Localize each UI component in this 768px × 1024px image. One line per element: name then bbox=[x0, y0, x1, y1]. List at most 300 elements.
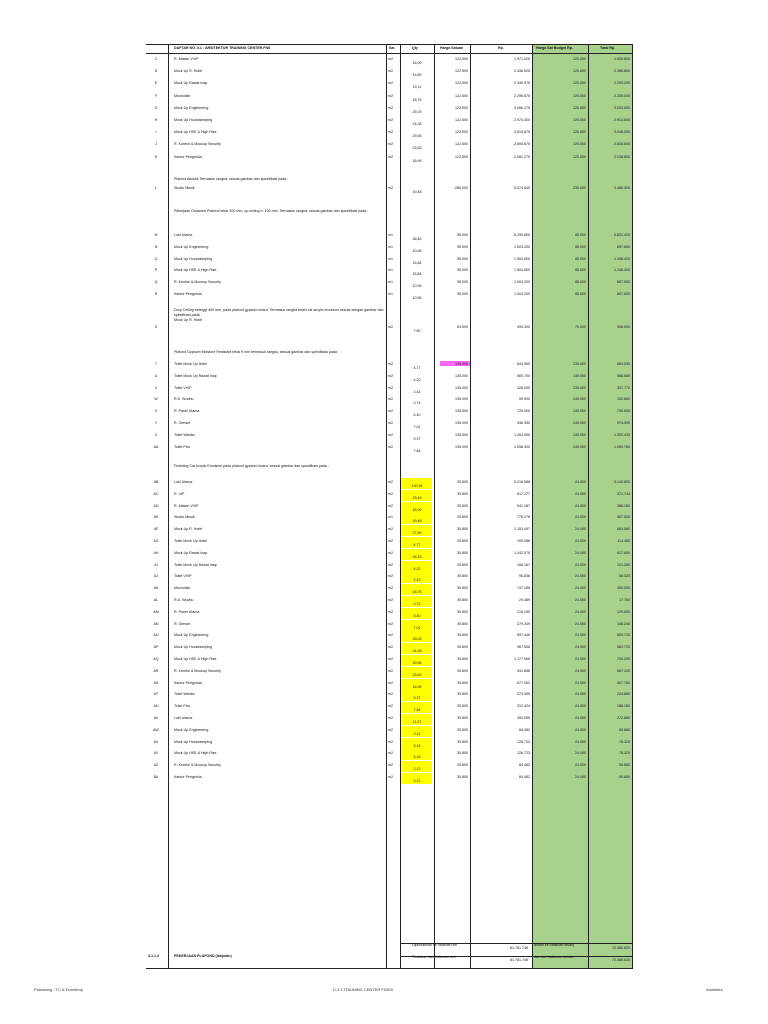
row-total: 974.390 bbox=[617, 421, 630, 425]
table-header bbox=[146, 44, 632, 54]
row-total: 102.860 bbox=[617, 397, 630, 402]
row-amount: 3.066.175 bbox=[514, 105, 530, 110]
row-total: 224.880 bbox=[617, 692, 630, 697]
row-description: Lobi Utama bbox=[174, 480, 193, 484]
row-quantity: 3,18 bbox=[413, 755, 421, 760]
row-budget-unit-price: 24.000 bbox=[575, 633, 586, 638]
row-budget-unit-price: 139.000 bbox=[573, 362, 586, 366]
row-budget-unit-price: 24.000 bbox=[575, 503, 586, 508]
row-budget-unit-price: 24.000 bbox=[575, 621, 586, 626]
row-total: 1.302.430 bbox=[614, 432, 630, 437]
row-budget-unit-price: 230.000 bbox=[573, 186, 586, 190]
row-unit: m1 bbox=[388, 515, 393, 520]
row-unit-price: 95.000 bbox=[457, 244, 468, 249]
row-code: Y bbox=[154, 421, 158, 425]
row-budget-unit-price: 24.000 bbox=[575, 763, 586, 768]
row-description: R. Panel Utama bbox=[174, 409, 200, 414]
table-row bbox=[146, 233, 632, 239]
row-budget-unit-price: 24.000 bbox=[575, 562, 586, 567]
table-row bbox=[146, 633, 632, 642]
table-row bbox=[146, 292, 632, 298]
table-row bbox=[146, 106, 632, 112]
row-description: Mock Up HSE & High Rise bbox=[174, 657, 217, 661]
row-unit: m2 bbox=[388, 421, 393, 425]
row-unit-price: 39.800 bbox=[457, 716, 468, 720]
row-budget-unit-price: 120.000 bbox=[573, 69, 586, 74]
row-amount: 997.446 bbox=[517, 633, 530, 638]
row-code: X bbox=[154, 409, 158, 414]
row-total: 600.720 bbox=[617, 633, 630, 638]
row-total: 897.600 bbox=[617, 244, 630, 249]
row-code: BA bbox=[153, 775, 159, 779]
row-quantity: 4,20 bbox=[413, 377, 421, 382]
row-unit-price: 95.000 bbox=[457, 256, 468, 261]
row-total: 546.000 bbox=[617, 325, 630, 329]
row-code: AL bbox=[153, 598, 159, 602]
row-code: V bbox=[154, 385, 158, 390]
row-code: H bbox=[154, 118, 158, 122]
row-total: 627.600 bbox=[617, 550, 630, 555]
row-amount: 84.482 bbox=[519, 775, 530, 779]
row-quantity: 24,28 bbox=[412, 649, 422, 654]
row-amount: 126.723 bbox=[517, 739, 530, 744]
row-unit-price: 135.000 bbox=[455, 432, 468, 437]
row-amount: 84.482 bbox=[519, 727, 530, 732]
row-unit: m2 bbox=[388, 633, 393, 638]
row-unit: m2 bbox=[388, 775, 393, 779]
row-unit-price: 95.000 bbox=[457, 233, 468, 237]
row-total: 17.760 bbox=[619, 598, 630, 602]
row-description: Mock Up Engineering bbox=[174, 244, 209, 249]
section-note-akustik: Plafond Akustik Termasuk rangka, sesuai gambar dan spesifikasi pada : bbox=[174, 177, 289, 181]
row-budget-unit-price: 70.000 bbox=[575, 325, 586, 329]
row-unit: m2 bbox=[388, 550, 393, 555]
row-code: AD bbox=[153, 503, 159, 508]
row-description: Mock Up Rawat Inap bbox=[174, 550, 208, 555]
header-total: Total Rp. bbox=[600, 46, 616, 50]
row-unit-price: 39.800 bbox=[457, 775, 468, 779]
row-description: Mock Up R. Hotel bbox=[174, 527, 203, 532]
row-unit: m2 bbox=[388, 668, 393, 673]
row-unit-price: 122.500 bbox=[455, 142, 468, 147]
row-amount: 29.489 bbox=[519, 598, 530, 602]
row-code: F bbox=[154, 93, 158, 98]
row-total: 50.880 bbox=[619, 763, 630, 768]
row-quantity: 29,55 bbox=[412, 661, 422, 665]
row-unit-price: 39.800 bbox=[457, 527, 468, 532]
row-code: AP bbox=[153, 645, 159, 650]
row-unit-price: 39.800 bbox=[457, 668, 468, 673]
row-unit: m2 bbox=[388, 598, 393, 602]
row-total: 664.560 bbox=[617, 527, 630, 532]
row-total: 2.038.800 bbox=[614, 154, 630, 159]
row-unit-price: 122.500 bbox=[455, 57, 468, 61]
row-description: Mock Up Housekeeping bbox=[174, 118, 213, 122]
row-quantity: 7,01 bbox=[413, 425, 421, 429]
row-quantity: 2,12 bbox=[413, 779, 421, 783]
row-unit-price: 135.000 bbox=[455, 385, 468, 390]
row-quantity: 4,22 bbox=[413, 566, 421, 571]
row-quantity: 10,56 bbox=[412, 248, 422, 253]
row-code: AM bbox=[153, 609, 159, 614]
row-amount: 190.086 bbox=[517, 539, 530, 543]
row-unit: m2 bbox=[388, 397, 393, 402]
row-unit-price: 95.000 bbox=[457, 292, 468, 296]
row-total: 1.930.800 bbox=[614, 57, 630, 61]
row-code: AI bbox=[154, 562, 158, 567]
row-quantity: 11,37 bbox=[412, 720, 422, 724]
table-row bbox=[146, 527, 632, 536]
section-note-gypsum: Plafond Gypsum Moisture Resistant tebal 9 mm termasuk rangka, sesuai gambar dan spesifikasi pada : bbox=[174, 350, 339, 354]
row-code: AO bbox=[153, 633, 159, 638]
row-description: Kantor Pengelola bbox=[174, 775, 202, 779]
row-quantity: 4,77 bbox=[413, 366, 421, 370]
row-total: 2.250.000 bbox=[614, 93, 630, 98]
carried-forward-rp: 81.781.748 bbox=[510, 946, 528, 950]
table-row bbox=[146, 539, 632, 545]
row-total: 2.835.600 bbox=[614, 142, 630, 147]
table-row bbox=[146, 492, 632, 498]
row-unit: m1 bbox=[388, 256, 393, 261]
row-description: Mock Up HSE & High Rise bbox=[174, 268, 217, 273]
row-total: 450.000 bbox=[617, 586, 630, 591]
row-code: Z bbox=[154, 432, 158, 437]
row-amount: 99.900 bbox=[519, 397, 530, 402]
row-amount: 1.504.800 bbox=[514, 256, 530, 261]
section-note-drop-ceiling: Drop Ceiling setinggi 400 mm, pada plafond gypsum board. Termasuk rangka finish cat acrylic emulsion sesuai dengan gambar dan spesifikasi pada : Mock Up R. Hotel bbox=[174, 308, 384, 322]
row-amount: 1.003.200 bbox=[514, 244, 530, 249]
row-amount: 3.619.875 bbox=[514, 130, 530, 135]
row-description: Mock Up Engineering bbox=[174, 727, 209, 732]
row-amount: 2.081.275 bbox=[514, 154, 530, 159]
row-unit-price: 122.500 bbox=[455, 69, 468, 74]
row-amount: 279.349 bbox=[517, 621, 530, 626]
table-row bbox=[146, 515, 632, 524]
footer-right: Arsitektur bbox=[706, 987, 723, 992]
carried-forward-label: Dipindahkan ke halaman sel bbox=[412, 943, 458, 947]
row-budget-unit-price: 120.000 bbox=[573, 57, 586, 61]
row-description: Toilet Wanita bbox=[174, 432, 195, 437]
table-row bbox=[146, 763, 632, 772]
row-code: AG bbox=[153, 539, 159, 543]
row-total: 3.546.000 bbox=[614, 130, 630, 135]
row-budget-unit-price: 24.000 bbox=[575, 609, 586, 614]
row-unit: m2 bbox=[388, 503, 393, 508]
row-amount: 2.974.300 bbox=[514, 118, 530, 122]
row-total: 76.320 bbox=[619, 751, 630, 756]
row-unit: m2 bbox=[388, 586, 393, 591]
row-description: R.D. Wudhu bbox=[174, 598, 194, 602]
row-unit: m2 bbox=[388, 362, 393, 366]
row-total: 188.160 bbox=[617, 704, 630, 709]
row-unit: m2 bbox=[388, 645, 393, 650]
row-code: AT bbox=[153, 692, 159, 697]
row-budget-unit-price: 139.000 bbox=[573, 421, 586, 425]
row-description: R. Panel Utama bbox=[174, 609, 200, 614]
section-note-ornamen: Pekerjaan Ornamen Plafond lebar 200 mm, up ceiling t= 100 mm, Termasuk rangka, sesuai gambar dan spesifikasi pada : bbox=[174, 209, 369, 213]
row-quantity: 7,80 bbox=[413, 329, 421, 333]
row-budget-unit-price: 139.000 bbox=[573, 444, 586, 449]
row-budget-unit-price: 24.000 bbox=[575, 586, 586, 591]
row-description: Mock Up Rawat Inap bbox=[174, 81, 208, 86]
row-unit-price: 39.800 bbox=[457, 621, 468, 626]
row-total: 58.320 bbox=[619, 574, 630, 579]
row-amount: 215.190 bbox=[517, 609, 530, 614]
row-description: Toilet Mock Up Hotel bbox=[174, 362, 207, 366]
row-quantity: 15,84 bbox=[412, 272, 422, 277]
row-total: 897.600 bbox=[617, 280, 630, 285]
row-description: R. Kontrol & Mockup Security bbox=[174, 668, 221, 673]
row-quantity: 15,49 bbox=[412, 495, 422, 500]
row-total: 272.880 bbox=[617, 716, 630, 720]
row-amount: 5.218.588 bbox=[514, 480, 530, 484]
row-amount: 96.836 bbox=[519, 574, 530, 579]
table-row bbox=[146, 325, 632, 331]
table-row bbox=[146, 69, 632, 78]
row-total: 407.760 bbox=[617, 680, 630, 685]
table-row bbox=[146, 94, 632, 100]
row-unit: m1 bbox=[388, 233, 393, 237]
row-amount: 569.700 bbox=[517, 373, 530, 378]
row-unit-price: 39.800 bbox=[457, 550, 468, 555]
row-unit: m2 bbox=[388, 57, 393, 61]
row-description: Mock Up HSE & High Rise bbox=[174, 130, 217, 135]
row-amount: 5.574.640 bbox=[514, 186, 530, 190]
row-budget-unit-price: 139.000 bbox=[573, 409, 586, 414]
table-row bbox=[146, 598, 632, 604]
row-unit: m2 bbox=[388, 142, 393, 147]
row-budget-unit-price: 120.000 bbox=[573, 130, 586, 135]
row-amount: 946.350 bbox=[517, 421, 530, 425]
row-description: Kantor Pengelola bbox=[174, 680, 202, 685]
row-budget-unit-price: 24.000 bbox=[575, 550, 586, 555]
header-sat: Sat bbox=[389, 46, 395, 50]
row-unit: m2 bbox=[388, 751, 393, 756]
table-row bbox=[146, 142, 632, 151]
table-row bbox=[146, 610, 632, 616]
row-amount: 747.188 bbox=[517, 586, 530, 591]
row-amount: 6.299.800 bbox=[514, 233, 530, 237]
row-unit-price: 39.800 bbox=[457, 692, 468, 697]
row-amount: 2.296.875 bbox=[514, 93, 530, 98]
row-unit-price: 39.800 bbox=[457, 539, 468, 543]
row-code: AC bbox=[153, 491, 159, 496]
row-total: 3.003.600 bbox=[614, 105, 630, 110]
row-amount: 1.042.078 bbox=[514, 550, 530, 555]
row-unit-price: 122.500 bbox=[455, 105, 468, 110]
row-description: Studio Musik bbox=[174, 515, 195, 520]
row-unit: m1 bbox=[388, 244, 393, 249]
row-budget-unit-price: 139.000 bbox=[573, 432, 586, 437]
row-total: 101.280 bbox=[617, 562, 630, 567]
row-unit: m2 bbox=[388, 692, 393, 697]
row-unit: m2 bbox=[388, 325, 393, 329]
row-unit-price: 39.800 bbox=[457, 515, 468, 520]
carried-forward-total: 72.380.620 bbox=[612, 946, 630, 950]
row-total: 663.030 bbox=[617, 362, 630, 366]
row-unit: m2 bbox=[388, 373, 393, 378]
section-code: 3.1.1.2 bbox=[148, 954, 159, 958]
header-qty: Qty bbox=[412, 46, 418, 50]
row-quantity: 3,18 bbox=[413, 743, 421, 748]
brought-forward-label: Pindahan dari halaman seb bbox=[412, 955, 456, 959]
row-quantity: 29,55 bbox=[412, 134, 422, 139]
row-description: R.D. Wudhu bbox=[174, 397, 194, 402]
table-row bbox=[146, 362, 632, 368]
table-row bbox=[146, 480, 632, 486]
row-quantity: 0,74 bbox=[413, 401, 421, 406]
table-row bbox=[146, 574, 632, 583]
row-quantity: 23,63 bbox=[412, 672, 422, 677]
table-row bbox=[146, 118, 632, 124]
row-total: 337.770 bbox=[617, 385, 630, 390]
row-code: AH bbox=[153, 550, 159, 555]
row-unit: m2 bbox=[388, 69, 393, 74]
row-unit-price: 63.500 bbox=[457, 325, 468, 329]
row-unit-price: 39.800 bbox=[457, 763, 468, 768]
row-code: AU bbox=[153, 704, 159, 709]
row-description: Mushollah bbox=[174, 586, 191, 591]
row-budget-unit-price: 24.000 bbox=[575, 598, 586, 602]
table-row bbox=[146, 504, 632, 510]
table-row bbox=[146, 704, 632, 713]
row-unit-price: 39.800 bbox=[457, 751, 468, 756]
row-amount: 312.424 bbox=[517, 704, 530, 709]
table-row bbox=[146, 657, 632, 663]
row-code: J bbox=[155, 142, 157, 147]
table-title: DAFTAR NO. 3.1 : ARSITEKTUR TRAINING CENTER FNS bbox=[174, 46, 271, 50]
row-quantity: 130,94 bbox=[411, 484, 423, 488]
row-unit: m2 bbox=[388, 621, 393, 626]
row-code: Q bbox=[154, 280, 158, 285]
row-unit: m2 bbox=[388, 432, 393, 437]
row-total: 3.142.800 bbox=[614, 480, 630, 484]
table-row bbox=[146, 268, 632, 277]
row-quantity: 2,12 bbox=[413, 731, 421, 736]
row-budget-unit-price: 24.000 bbox=[575, 775, 586, 779]
row-total: 2.386.800 bbox=[614, 69, 630, 74]
row-amount: 1.103.447 bbox=[514, 527, 530, 532]
row-total: 114.480 bbox=[617, 539, 630, 543]
row-description: R. Kontrol & Mockup Security bbox=[174, 763, 221, 768]
table-row bbox=[146, 551, 632, 557]
table-row bbox=[146, 386, 632, 392]
row-code: L bbox=[155, 186, 157, 190]
row-unit-price: 39.800 bbox=[457, 574, 468, 579]
spreadsheet-sheet bbox=[146, 44, 646, 969]
row-total: 586.680 bbox=[617, 373, 630, 378]
row-budget-unit-price: 24.000 bbox=[575, 527, 586, 532]
row-unit-price: 39.800 bbox=[457, 586, 468, 591]
row-budget-unit-price: 139.000 bbox=[573, 385, 586, 390]
row-unit-price: 122.500 bbox=[455, 130, 468, 135]
row-total: 709.200 bbox=[617, 657, 630, 661]
row-unit: m2 bbox=[388, 491, 393, 496]
row-budget-unit-price: 139.000 bbox=[573, 373, 586, 378]
row-budget-unit-price: 24.000 bbox=[575, 480, 586, 484]
row-unit-price: 135.000 bbox=[455, 397, 468, 402]
row-description: Kantor Pengelola bbox=[174, 292, 202, 296]
row-description: Toilet Wanita bbox=[174, 692, 195, 697]
row-quantity: 5,40 bbox=[413, 413, 421, 418]
row-budget-unit-price: 85.000 bbox=[575, 292, 586, 296]
row-description: Mock Up Housekeeping bbox=[174, 739, 213, 744]
row-budget-unit-price: 24.000 bbox=[575, 515, 586, 520]
row-amount: 1.003.200 bbox=[514, 280, 530, 285]
row-amount: 1.177.568 bbox=[514, 657, 530, 661]
table-row bbox=[146, 681, 632, 687]
row-unit: m2 bbox=[388, 81, 393, 86]
row-unit-price: 122.500 bbox=[455, 93, 468, 98]
row-code: T bbox=[154, 362, 158, 366]
row-amount: 126.723 bbox=[517, 751, 530, 756]
row-total: 582.720 bbox=[617, 645, 630, 650]
row-unit-price: 39.800 bbox=[457, 739, 468, 744]
row-unit-price: 135.000 bbox=[455, 373, 468, 378]
row-unit: m2 bbox=[388, 562, 393, 567]
table-row bbox=[146, 409, 632, 418]
row-unit-price: 39.800 bbox=[457, 491, 468, 496]
row-total: 750.600 bbox=[617, 409, 630, 414]
row-unit: m1 bbox=[388, 280, 393, 285]
row-code: AV bbox=[153, 716, 159, 720]
row-quantity: 25,03 bbox=[412, 637, 422, 642]
row-description: Mock Up R. Hotel bbox=[174, 69, 203, 74]
row-quantity: 19,48 bbox=[412, 519, 422, 524]
row-unit-price: 39.800 bbox=[457, 562, 468, 567]
row-budget-unit-price: 120.000 bbox=[573, 93, 586, 98]
row-code: O bbox=[154, 256, 158, 261]
row-quantity: 5,40 bbox=[413, 613, 421, 618]
row-unit: m2 bbox=[388, 480, 393, 484]
row-description: Mushollah bbox=[174, 93, 191, 98]
row-budget-unit-price: 24.000 bbox=[575, 704, 586, 709]
table-row bbox=[146, 645, 632, 654]
row-unit: m2 bbox=[388, 385, 393, 390]
row-unit: m2 bbox=[388, 154, 393, 159]
row-description: R. Kontrol & Mockup Security bbox=[174, 280, 221, 285]
row-budget-unit-price: 24.000 bbox=[575, 491, 586, 496]
row-code: AK bbox=[153, 586, 159, 591]
row-total: 467.520 bbox=[617, 515, 630, 520]
table-row bbox=[146, 397, 632, 406]
row-code: AZ bbox=[153, 763, 159, 768]
row-quantity: 9,37 bbox=[413, 436, 421, 441]
table-row bbox=[146, 280, 632, 289]
row-description: R. VIP bbox=[174, 491, 185, 496]
row-total: 386.160 bbox=[617, 503, 630, 508]
row-code: AN bbox=[153, 621, 159, 626]
row-unit: m2 bbox=[388, 118, 393, 122]
row-code: W bbox=[154, 397, 158, 402]
row-unit: m2 bbox=[388, 727, 393, 732]
table-row bbox=[146, 186, 632, 192]
row-code: R bbox=[154, 292, 158, 296]
row-amount: 373.395 bbox=[517, 692, 530, 697]
row-amount: 495.300 bbox=[517, 325, 530, 329]
row-budget-unit-price: 120.000 bbox=[573, 118, 586, 122]
row-amount: 1.971.025 bbox=[514, 57, 530, 61]
row-amount: 328.050 bbox=[517, 385, 530, 390]
row-description: R. Genset bbox=[174, 621, 191, 626]
row-description: Studio Musik bbox=[174, 186, 195, 190]
brought-forward-green-label: dan dari halaman sebelu bbox=[534, 955, 574, 959]
row-total: 129.600 bbox=[617, 609, 630, 614]
row-code: M bbox=[154, 233, 158, 237]
row-budget-unit-price: 24.000 bbox=[575, 680, 586, 685]
table-row bbox=[146, 421, 632, 427]
row-description: Mock Up Engineering bbox=[174, 633, 209, 638]
